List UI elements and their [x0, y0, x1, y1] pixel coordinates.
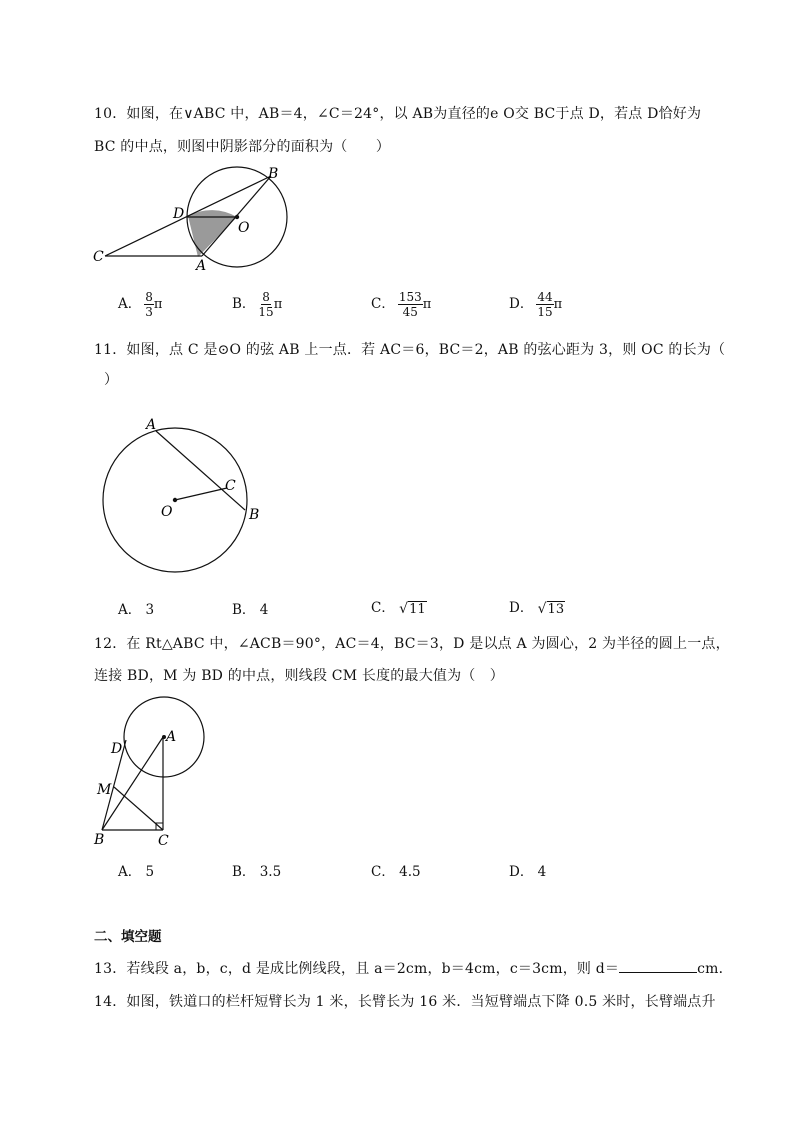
q10-option-c[interactable]: C． $\frac{153}{45}$ π — [371, 290, 432, 319]
section-heading: 二、填空题 — [94, 929, 162, 945]
q13-unit: cm． — [697, 961, 733, 977]
q11-line-1: 11．如图，点 C 是⊙O 的弦 AB 上一点．若 AC＝6，BC＝2，AB 的弦心距为 3，则 OC 的长为（ — [94, 342, 726, 358]
q11-line-2: ） — [104, 372, 119, 388]
q12-label-b: B — [94, 832, 105, 848]
fraction: $\frac{44}{15}$ — [537, 290, 553, 319]
q10-label-c: C — [93, 249, 104, 265]
q10-label-o: O — [238, 220, 250, 236]
square-root: √13 — [537, 600, 565, 617]
q11-label-b: B — [249, 507, 260, 523]
q12-option-d[interactable]: D． 4 — [509, 864, 547, 880]
q10-segment-cb — [105, 176, 271, 256]
q12-line-2: 连接 BD，M 为 BD 的中点，则线段 CM 长度的最大值为（ ） — [94, 668, 504, 684]
q12-option-a[interactable]: A． 5 — [118, 864, 155, 880]
q11-label-o: O — [161, 504, 173, 520]
q12-label-m: M — [97, 782, 112, 798]
q10-line-1: 10．如图，在∨ABC 中，AB＝4，∠C＝24°，以 AB为直径的e O交 BC于点 D，若点 D恰好为 — [94, 106, 702, 122]
q11-center-point — [173, 498, 177, 502]
q11-option-d[interactable]: D． √13 — [509, 600, 565, 617]
q12-line-1: 12．在 Rt△ABC 中，∠ACB＝90°，AC＝4，BC＝3，D 是以点 A 为圆心，2 为半径的圆上一点， — [94, 636, 730, 652]
q11-option-b[interactable]: B． 4 — [232, 602, 269, 618]
q13-answer-blank[interactable] — [619, 960, 697, 973]
q12-option-c[interactable]: C． 4.5 — [371, 864, 421, 880]
q11-chord-ab — [156, 431, 245, 510]
q10-label-a: A — [196, 258, 207, 274]
q12-figure — [90, 695, 215, 850]
q10-center-point — [235, 215, 239, 219]
q13-text: 13．若线段 a，b，c，d 是成比例线段，且 a＝2cm，b＝4cm，c＝3cm，则 d＝ — [94, 961, 620, 977]
q11-label-c: C — [225, 478, 236, 494]
q11-label-a: A — [146, 417, 157, 433]
q10-figure — [90, 160, 300, 275]
q13-line — [94, 958, 733, 978]
square-root: √11 — [399, 600, 426, 617]
q11-figure — [95, 415, 270, 595]
q11-option-a[interactable]: A． 3 — [118, 602, 155, 618]
q11-option-c[interactable]: C． √11 — [371, 600, 426, 617]
q10-option-b[interactable]: B． $\frac{8}{15}$ π — [232, 290, 283, 319]
q12-label-c: C — [158, 833, 169, 849]
q10-label-b: B — [268, 166, 279, 182]
q10-line-2: BC 的中点，则图中阴影部分的面积为（ ） — [94, 139, 391, 155]
fraction: $\frac{8}{15}$ — [258, 290, 274, 319]
q10-label-d: D — [173, 206, 185, 222]
q12-label-a: A — [166, 729, 177, 745]
q14-line: 14．如图，铁道口的栏杆短臂长为 1 米，长臂长为 16 米．当短臂端点下降 0.5 米时，长臂端点升 — [94, 994, 716, 1010]
q12-label-d: D — [111, 741, 123, 757]
q12-option-b[interactable]: B． 3.5 — [232, 864, 282, 880]
q10-option-a[interactable]: A． $\frac{8}{3}$ π — [118, 290, 163, 319]
fraction: $\frac{8}{3}$ — [145, 290, 153, 319]
q10-option-d[interactable]: D． $\frac{44}{15}$ π — [509, 290, 563, 319]
q11-segment-oc — [175, 488, 227, 500]
fraction: $\frac{153}{45}$ — [398, 290, 422, 319]
